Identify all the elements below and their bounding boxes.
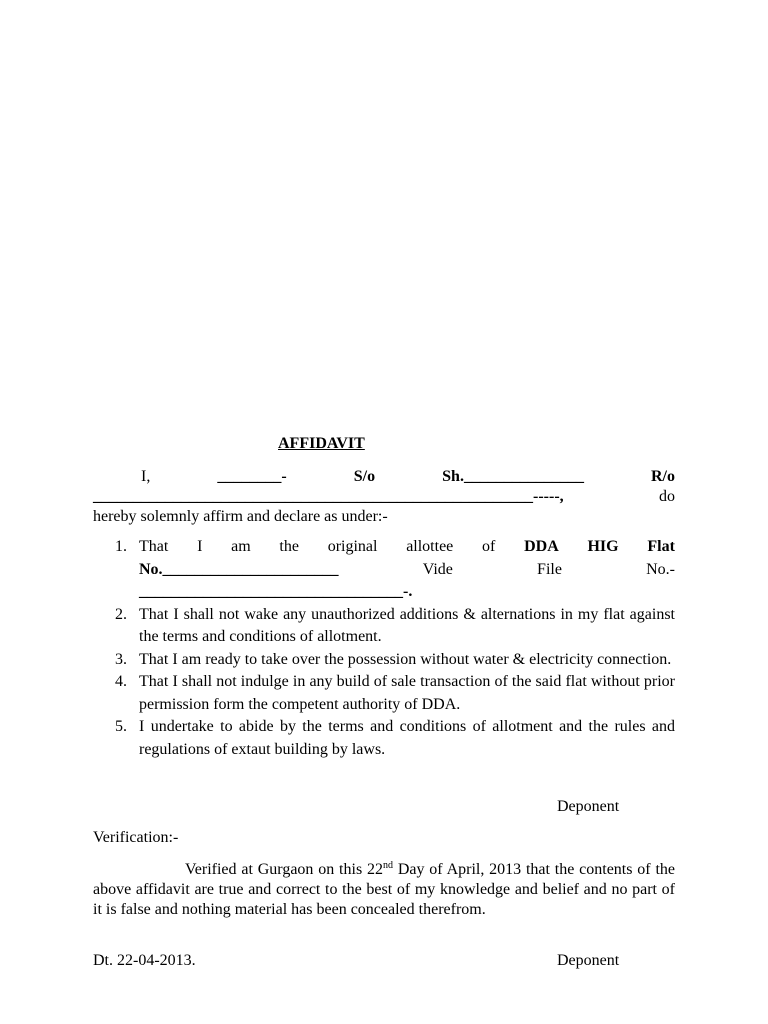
list-item [93,649,675,672]
verification-body [93,860,675,920]
deponent-signature-label-2: Deponent [557,952,620,969]
list-item [93,671,675,716]
item1-word: original [327,538,378,555]
list-item-number: 3. [115,650,127,668]
verification-heading: Verification:- [93,829,179,846]
item1-bold-word: HIG [587,538,619,555]
name-blank: ________- [217,468,287,485]
resident-of-label: R/o [650,468,675,485]
list-item-number: 2. [115,605,127,623]
intro-line-1 [93,467,675,488]
document-date: Dt. 22-04-2013. [93,952,196,969]
list-item-text: That I shall not wake any unauthorized additions & alternations in my flat against the terms and conditions of allotment. [139,605,675,645]
declaration-list [93,536,675,761]
item1-word: am [231,538,251,555]
item1-word: I [197,538,203,555]
list-item-text: That I shall not indulge in any build of sale transaction of the said flat without prior permission form the competent authority of DDA. [139,673,675,713]
document-title: AFFIDAVIT [278,435,365,452]
list-item [93,716,675,761]
item1-bold-word: Flat [647,538,675,555]
declaration-line: hereby solemnly affirm and declare as under:- [93,508,388,525]
intro-do: do [659,488,675,505]
list-item [93,604,675,649]
item1-word: Vide [422,560,453,578]
list-item-number: 4. [115,673,127,690]
flat-number-blank: No.______________________ [139,560,339,578]
item1-word: of [482,538,496,555]
list-item-text: That I am ready to take over the possession without water & electricity connection. [139,650,672,668]
item1-word: File [537,560,562,578]
list-item-text: I undertake to abide by the terms and conditions of allotment and the rules and regulations of extaut building by laws. [139,718,675,758]
list-item-number: 5. [115,718,127,735]
list-item [93,536,675,604]
father-name-blank: Sh._______________ [442,468,584,485]
list-item-number: 1. [115,538,127,555]
item1-word: allottee [406,538,454,555]
deponent-signature-label: Deponent [557,798,620,815]
address-blank: _______________________________________________________-----, [93,488,564,505]
verification-text-part2: Day of April, 2013 that the contents of the above affidavit are true and correct to the best of my knowledge and belief and no part of it is false and nothing material has been concealed therefrom. [93,861,676,918]
file-number-blank: _________________________________-. [139,583,413,600]
son-of-label: S/o [353,468,376,485]
verification-text-part1: Verified at Gurgaon on this 22 [185,861,383,878]
intro-i: I, [141,468,151,485]
item1-bold-word: DDA [524,538,559,555]
item1-row2 [139,559,675,582]
item1-word: That [139,538,169,555]
item1-row1 [139,536,675,559]
item1-word: No.- [646,560,675,578]
ordinal-suffix: nd [383,860,393,871]
intro-line-2 [93,487,675,508]
item1-word: the [279,538,299,555]
